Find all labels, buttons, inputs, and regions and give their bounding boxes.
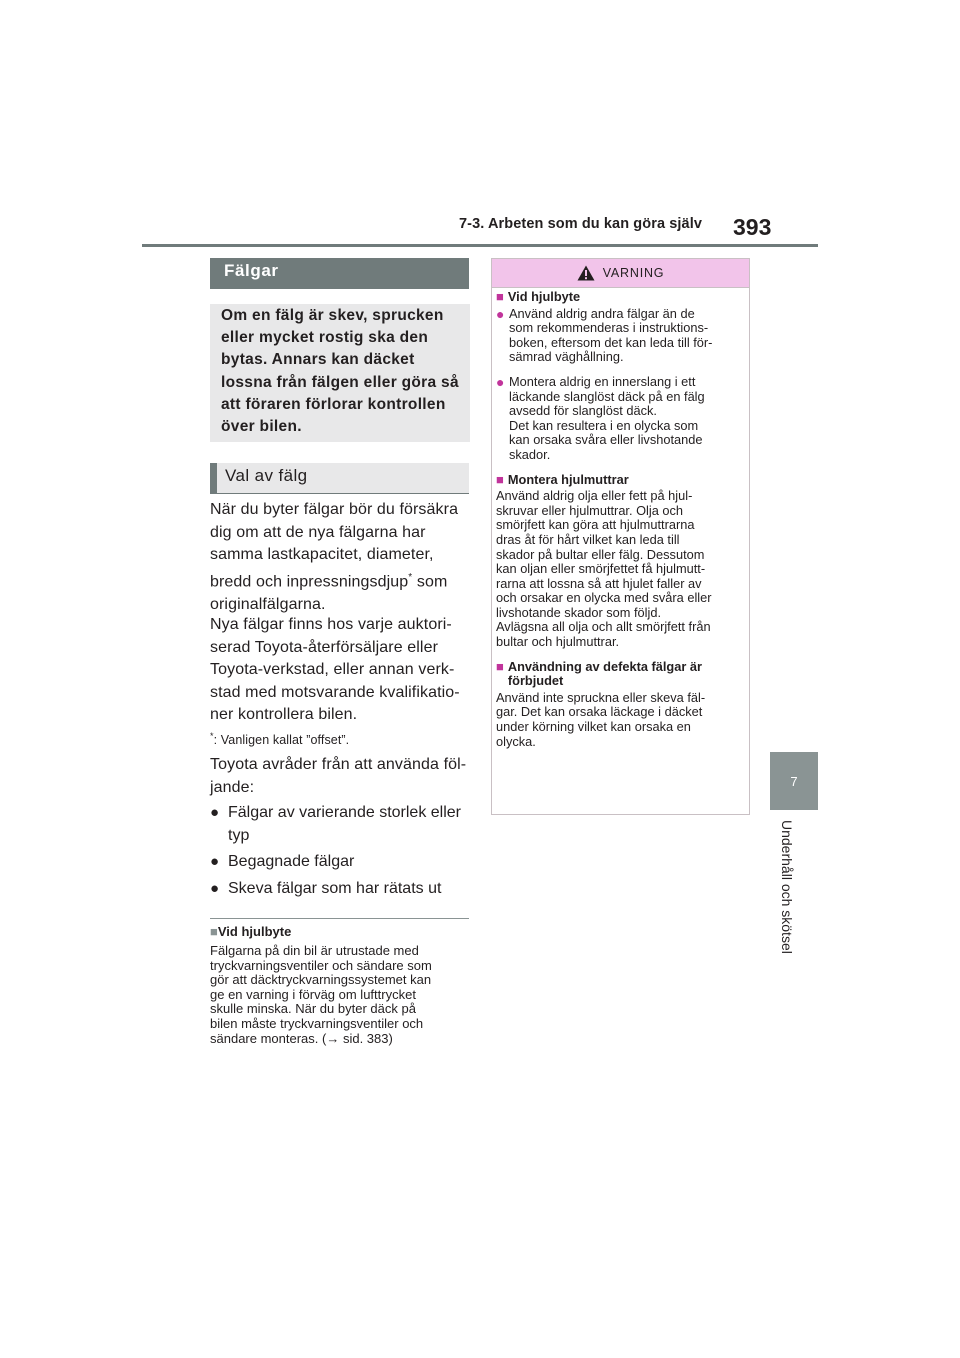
list-item [210,802,472,847]
text-line: skruvar eller hjulmuttrar. Olja och [496,502,684,518]
text-line: kan orsaka svåra eller livshotande [509,432,703,448]
text-line: serad Toyota-återförsäljare eller [210,638,439,656]
text-line: När du byter fälgar bör du försäkra [210,501,459,518]
text-line: skulle minska. När du byter däck på [210,1001,416,1017]
heading-falgar: Fälgar [210,258,469,289]
summary-line: över bilen. [221,418,302,436]
square-bullet-icon: ■ [496,658,504,674]
text-line: ner kontrollera bilen. [210,706,358,724]
subheading-text: Vid hjulbyte [507,289,581,304]
paragraph-2 [210,614,472,727]
footnote [210,731,349,747]
warning-subheading [496,290,748,305]
text-line: gar. Det kan orsaka läckage i däcket [496,704,703,720]
warning-subheading [496,473,748,488]
chapter-label: Underhåll och skötsel [779,820,795,954]
text-line: Använd aldrig andra fälgar än de [509,305,695,321]
footnote-ref: * [408,571,413,583]
page-number: 393 [733,214,772,240]
text-line: Använd aldrig olja eller fett på hjul- [496,488,693,504]
text-line: rarna att lossna så att hjulet faller av [496,575,702,591]
text-line: skador på bultar eller fälg. Dessutom [496,546,705,562]
warning-item [496,307,748,365]
text-line: olycka. [496,733,536,749]
text-line: läckande slanglöst däck på en fälg [509,388,705,404]
bullet-dot-icon: ● [496,373,505,390]
text-line: dras åt för hårt vilket kan leda till [496,531,680,547]
bullet-dot-icon: ● [496,305,505,322]
note-body [210,944,472,1046]
bullet-dot-icon: ● [210,879,220,897]
text-line: som rekommenderas i instruktions- [509,320,709,336]
paragraph-1 [210,499,472,616]
text-fragment: bredd och inpressningsdjup [210,573,409,591]
text-line: sämrad väghållning. [509,349,624,365]
text-line: under körning vilket kan orsaka en [496,719,691,735]
list-item [210,878,472,901]
footnote-text: : Vanligen kallat ”offset”. [213,733,350,748]
text-line: Avlägsna all olja och allt smörjfett från [496,619,711,635]
summary-line: Om en fälg är skev, sprucken [221,307,444,324]
header-rule [142,244,818,247]
summary-line: att föraren förlorar kontrollen [221,395,446,413]
text-line: ge en varning i förväg om lufttrycket [210,986,416,1002]
text-line: Användning av defekta fälgar är [507,658,702,674]
warning-triangle-icon [577,265,595,281]
text-line: livshotande skador som följd. [496,604,662,620]
text-line: Fälgarna på din bil är utrustade med [210,943,419,958]
text-line: boken, eftersom det kan leda till för- [509,334,713,350]
square-bullet-icon: ■ [496,471,504,487]
divider [210,918,469,919]
summary-line: eller mycket rostig ska den [221,329,429,347]
warning-paragraph [496,489,748,650]
text-line: gör att däcktryckvarningssystemet kan [210,972,432,988]
text-line: Det kan resultera i en olycka som [509,417,699,433]
bullet-list [210,802,472,904]
warning-content [496,290,748,759]
text-fragment: som [412,573,448,591]
text-line: Använd inte spruckna eller skeva fäl- [496,689,706,705]
summary-box [210,304,470,442]
square-bullet-icon: ■ [210,924,218,939]
summary-line: lossna från fälgen eller göra så [221,373,459,391]
text-line: Nya fälgar finns hos varje auktori- [210,616,452,633]
warning-item [496,375,748,463]
text-line: originalfälgarna. [210,595,326,613]
text-line: tryckvarningsventiler och sändare som [210,957,432,973]
warning-header [492,259,749,288]
paragraph-3 [210,754,472,799]
bullet-dot-icon: ● [210,804,220,821]
note-title: Vid hjulbyte [217,924,292,939]
text-line: och orsakar en olycka med svåra eller [496,590,712,606]
text-line: smörjfett kan göra att hjulmuttrarna [496,517,695,533]
text-line: Fälgar av varierande storlek eller [228,804,461,821]
text-line: kan oljan eller smörjfettet få hjulmutt- [496,561,706,577]
warning-subheading [496,660,748,689]
text-line: dig om att de nya fälgarna har [210,523,426,541]
subheading-val-av-falg: Val av fälg [210,463,469,494]
text-line: sändare monteras. (→ sid. 383) [210,1030,393,1046]
text-line: skador. [509,446,551,462]
text-line: Montera aldrig en innerslang i ett [509,373,696,389]
text-line [210,567,472,594]
bullet-dot-icon: ● [210,853,220,871]
text-line: Toyota-verkstad, eller annan verk- [210,661,455,679]
text-line: bultar och hjulmuttrar. [496,634,620,650]
chapter-tab[interactable] [770,752,818,810]
text-line: samma lastkapacitet, diameter, [210,546,434,564]
square-bullet-icon: ■ [496,289,504,304]
section-title: 7-3. Arbeten som du kan göra själv [459,216,702,232]
subheading-text: Montera hjulmuttrar [507,471,629,487]
subheading-text [508,660,702,689]
footnote-mark: * [210,731,214,741]
text-line: typ [228,826,250,844]
note-heading [210,924,291,939]
warning-label: VARNING [602,266,665,280]
text-line: Begagnade fälgar [228,853,355,871]
warning-paragraph [496,691,748,749]
list-item [210,851,472,874]
text-line: bilen måste tryckvarningsventiler och [210,1015,424,1031]
summary-line: bytas. Annars kan däcket [221,351,415,369]
chapter-number: 7 [790,773,798,789]
text-line: avsedd för slanglöst däck. [509,403,657,419]
text-line: Skeva fälgar som har rätats ut [228,879,442,897]
text-line: stad med motsvarande kvalifikatio- [210,683,460,701]
text-line: Toyota avråder från att använda föl- [210,756,467,773]
text-line: förbjudet [507,673,564,689]
text-line: jande: [210,778,255,796]
